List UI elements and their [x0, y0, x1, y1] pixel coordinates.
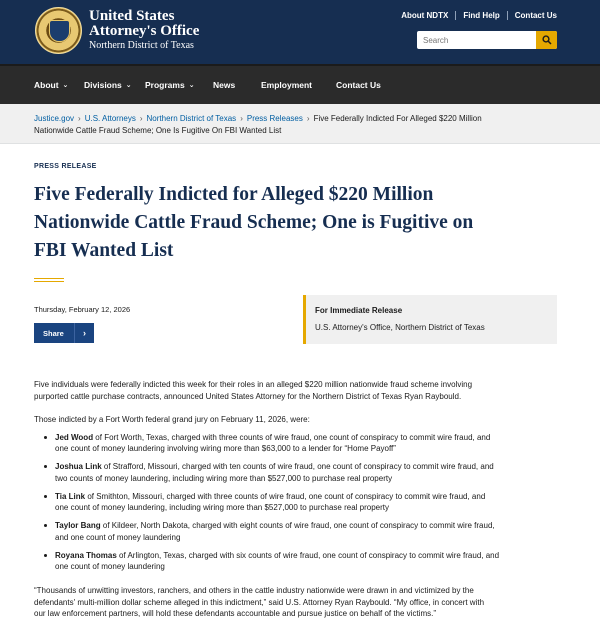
bullet-icon — [44, 554, 47, 557]
chevron-down-icon: ⌄ — [125, 82, 132, 89]
intro-paragraph — [34, 379, 564, 402]
quote-line: our law enforcement partners, will hold these defendants accountable and pursue justice on behalf of the victims.” — [34, 609, 437, 619]
bullet-icon — [44, 524, 47, 527]
defendant-charges-cont: two counts of money laundering, including wiring more than $527,000 to purchase real property — [55, 473, 393, 483]
chevron-down-icon: ⌄ — [188, 82, 195, 89]
page-title — [34, 181, 564, 265]
breadcrumb-current-line-2: Nationwide Cattle Fraud Scheme; One Is Fugitive On FBI Wanted List — [34, 126, 282, 135]
quote-line: defendants' multi-million dollar scheme alleged in this indictment,” said U.S. Attorney Ryan Raybould. “My office, in concert with — [34, 597, 485, 607]
nav-programs[interactable] — [145, 80, 195, 90]
divider — [455, 11, 456, 20]
contact-us-link[interactable]: Contact Us — [514, 11, 557, 20]
seal-shield-icon — [49, 20, 70, 42]
defendant-charges: of Fort Worth, Texas, charged with three counts of wire fraud, one count of conspiracy to commit wire fraud, and — [93, 433, 491, 442]
search-input[interactable] — [417, 31, 535, 49]
defendant-name: Tia Link — [55, 491, 86, 501]
site-title-line2[interactable]: Attorney's Office — [89, 23, 200, 39]
page-title-line: Nationwide Cattle Fraud Scheme; One is Fugitive on — [34, 212, 474, 233]
site-title-district[interactable]: Northern District of Texas — [89, 40, 194, 51]
breadcrumb — [0, 104, 600, 144]
nav-contact-label: Contact Us — [336, 80, 381, 90]
release-date: Thursday, February 12, 2026 — [34, 305, 131, 314]
list-item — [34, 491, 564, 514]
about-ndtx-link[interactable]: About NDTX — [401, 11, 449, 20]
main-nav — [0, 64, 600, 104]
page-title-line: FBI Wanted List — [34, 240, 174, 261]
intro-line: purported cattle purchase contracts, announced United States Attorney for the Northern District of Texas Ryan Raybould. — [34, 391, 462, 401]
quote-line: “Thousands of unwitting investors, ranchers, and others in the cattle industry nationwide were drawn in and victimized by the — [34, 586, 474, 595]
nav-programs-label: Programs — [145, 80, 185, 90]
defendant-charges: of Strafford, Missouri, charged with ten counts of wire fraud, one count of conspiracy to commit wire fraud, and — [101, 462, 494, 472]
chevron-down-icon: ⌄ — [62, 82, 69, 89]
share-label: Share — [43, 328, 64, 338]
defendant-charges-cont: one count of money laundering — [55, 562, 165, 572]
search-button[interactable] — [536, 31, 557, 49]
bullet-icon — [44, 436, 47, 439]
defendant-charges: of Kildeer, North Dakota, charged with eight counts of wire fraud, one count of conspiracy to commit wire fraud, — [100, 521, 495, 531]
defendant-charges: of Arlington, Texas, charged with six counts of wire fraud, one count of conspiracy to commit wire fraud, and — [116, 550, 500, 560]
breadcrumb-us-attorneys[interactable]: U.S. Attorneys — [84, 114, 136, 123]
breadcrumb-press-releases[interactable]: Press Releases — [246, 114, 303, 123]
nav-employment-label: Employment — [261, 80, 313, 90]
defendant-name: Royana Thomas — [55, 550, 117, 560]
list-item — [34, 550, 564, 573]
find-help-link[interactable]: Find Help — [463, 11, 500, 20]
defendant-charges-cont: and one count of money laundering — [55, 532, 181, 542]
immediate-release-title: For Immediate Release — [315, 306, 403, 315]
breadcrumb-line-1 — [34, 113, 482, 124]
nav-divisions[interactable] — [84, 80, 132, 90]
utility-links — [401, 11, 557, 20]
site-title-line1[interactable]: United States — [89, 8, 175, 24]
nav-news[interactable] — [213, 80, 235, 90]
quote-paragraph — [34, 585, 564, 620]
nav-contact-us[interactable] — [336, 80, 381, 90]
breadcrumb-justice-gov[interactable]: Justice.gov — [34, 114, 75, 123]
search-box — [417, 31, 557, 49]
release-office: U.S. Attorney's Office, Northern District of Texas — [315, 323, 485, 332]
intro-line: Five individuals were federally indicted this week for their roles in an alleged $220 million nationwide fraud scheme involving — [34, 380, 473, 389]
divider — [507, 11, 508, 20]
breadcrumb-separator-icon: › — [306, 114, 310, 123]
breadcrumb-separator-icon: › — [240, 114, 243, 123]
list-item — [34, 461, 564, 484]
defendant-charges-cont: one count of money laundering involving wiring more than $63,000 to a lender for “Home Payoff” — [55, 444, 396, 454]
nav-news-label: News — [213, 80, 236, 90]
defendant-charges-cont: one count of money laundering, including wiring more than $527,000 to purchase real property — [55, 503, 389, 513]
nav-divisions-label: Divisions — [84, 80, 122, 90]
press-release-label: PRESS RELEASE — [34, 163, 97, 170]
bullet-icon — [44, 495, 47, 498]
nav-about-label: About — [34, 80, 59, 90]
accent-rule — [34, 281, 64, 282]
page-title-line: Five Federally Indicted for Alleged $220 Million — [34, 184, 434, 205]
breadcrumb-separator-icon: › — [139, 114, 143, 123]
defendant-charges: of Smithton, Missouri, charged with three counts of wire fraud, one count of conspiracy to commit wire fraud, and — [85, 491, 486, 501]
bullet-icon — [44, 465, 47, 468]
defendant-name: Joshua Link — [55, 462, 102, 472]
search-icon — [542, 35, 552, 45]
share-button[interactable] — [34, 323, 94, 343]
chevron-right-icon: › — [83, 328, 86, 338]
breadcrumb-current: Five Federally Indicted For Alleged $220 Million — [313, 114, 482, 123]
immediate-release-box — [303, 295, 557, 344]
defendant-name: Jed Wood — [55, 433, 94, 442]
list-item — [34, 520, 564, 543]
breadcrumb-separator-icon: › — [78, 114, 81, 123]
site-header — [0, 0, 600, 64]
defendants-list — [34, 432, 564, 579]
breadcrumb-ndtx[interactable]: Northern District of Texas — [146, 114, 237, 123]
nav-about[interactable] — [34, 80, 68, 90]
lead-paragraph: Those indicted by a Fort Worth federal grand jury on February 11, 2026, were: — [34, 415, 310, 424]
list-item — [34, 432, 564, 455]
nav-employment[interactable] — [261, 80, 312, 90]
doj-seal-logo[interactable] — [35, 7, 82, 54]
accent-rule — [34, 278, 64, 279]
defendant-name: Taylor Bang — [55, 521, 101, 531]
